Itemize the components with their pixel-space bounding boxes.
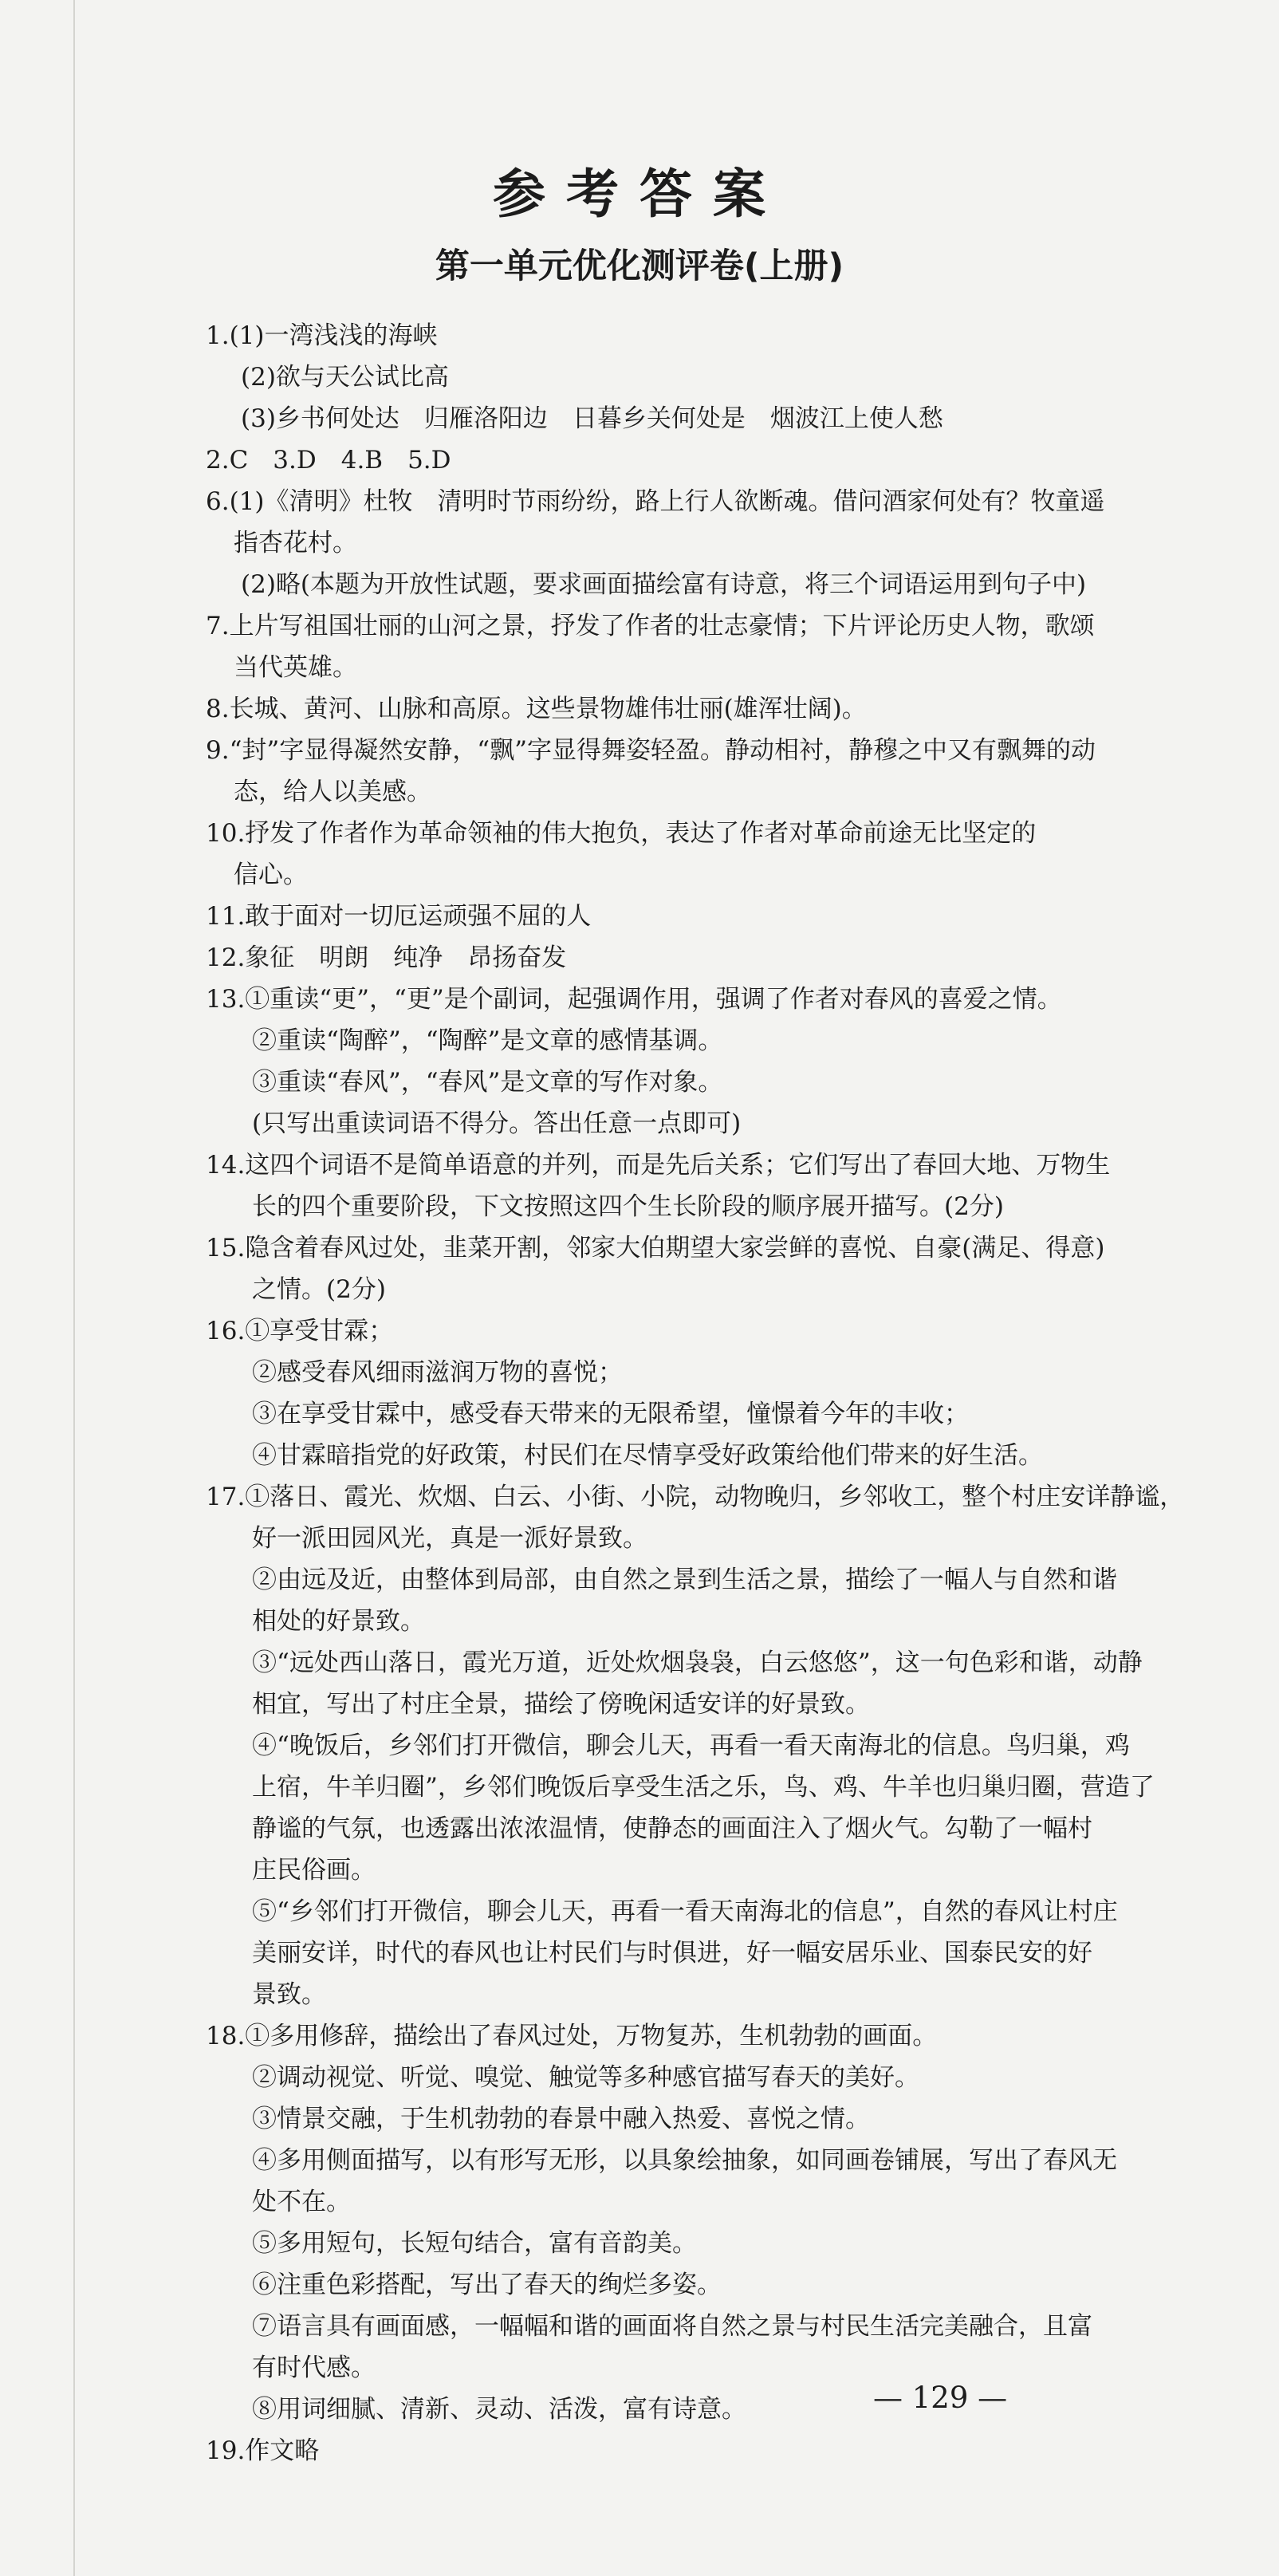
answer-line: (只写出重读词语不得分。答出任意一点即可) (252, 1109, 742, 1138)
answer-line: ⑥注重色彩搭配，写出了春天的绚烂多姿。 (252, 2271, 722, 2299)
answer-line: ②感受春风细雨滋润万物的喜悦； (252, 1358, 623, 1387)
answer-line: 6.(1)《清明》杜牧 清明时节雨纷纷，路上行人欲断魂。借问酒家何处有？牧童遥 (206, 487, 1105, 516)
answer-line: 信心。 (234, 861, 308, 889)
answer-line: 10.抒发了作者作为革命领袖的伟大抱负，表达了作者对革命前途无比坚定的 (206, 819, 1037, 848)
answer-line: ②调动视觉、听觉、嗅觉、触觉等多种感官描写春天的美好。 (252, 2063, 919, 2092)
answer-line: ⑦语言具有画面感，一幅幅和谐的画面将自然之景与村民生活完美融合，且富 (252, 2312, 1092, 2341)
answer-line: 静谧的气氛，也透露出浓浓温情，使静态的画面注入了烟火气。勾勒了一幅村 (252, 1814, 1092, 1843)
answer-line: (2)略(本题为开放性试题，要求画面描绘富有诗意，将三个词语运用到句子中) (241, 570, 1087, 599)
answer-line: 11.敢于面对一切厄运顽强不屈的人 (206, 902, 592, 931)
answer-line: 相处的好景致。 (252, 1607, 425, 1636)
answer-line: ④“晚饭后，乡邻们打开微信，聊会儿天，再看一看天南海北的信息。鸟归巢，鸡 (252, 1731, 1130, 1760)
answer-line: 18.①多用修辞，描绘出了春风过处，万物复苏，生机勃勃的画面。 (206, 2022, 938, 2050)
answer-line: 19.作文略 (206, 2436, 320, 2465)
answer-line: 景致。 (252, 1980, 326, 2009)
answer-line: ⑧用词细腻、清新、灵动、活泼，富有诗意。 (252, 2395, 746, 2424)
page-title: 参考答案 (493, 163, 786, 225)
answer-line: (2)欲与天公试比高 (241, 363, 449, 392)
answer-line: 1.(1)一湾浅浅的海峡 (206, 321, 438, 350)
answer-line: ④甘霖暗指党的好政策，村民们在尽情享受好政策给他们带来的好生活。 (252, 1441, 1043, 1470)
answer-line: 16.①享受甘霖； (206, 1317, 394, 1345)
answer-line: ⑤“乡邻们打开微信，聊会儿天，再看一看天南海北的信息”，自然的春风让村庄 (252, 1897, 1118, 1926)
answer-line: 之情。(2分) (252, 1275, 386, 1304)
answer-line: ③重读“春风”，“春风”是文章的写作对象。 (252, 1068, 723, 1097)
answer-line: ③在享受甘霖中，感受春天带来的无限希望，憧憬着今年的丰收； (252, 1400, 969, 1428)
answer-list (206, 315, 1214, 2472)
answer-line: (3)乡书何处达 归雁洛阳边 日暮乡关何处是 烟波江上使人愁 (241, 404, 943, 433)
answer-line: 美丽安详，时代的春风也让村民们与时俱进，好一幅安居乐业、国泰民安的好 (252, 1939, 1092, 1967)
page-subtitle: 第一单元优化测评卷(上册) (435, 246, 844, 286)
answer-line: 2.C 3.D 4.B 5.D (206, 446, 451, 475)
answer-line: 指杏花村。 (234, 529, 357, 557)
binding-edge-line (73, 0, 75, 2576)
answer-line: ②重读“陶醉”，“陶醉”是文章的感情基调。 (252, 1026, 723, 1055)
answer-line: 17.①落日、霞光、炊烟、白云、小街、小院，动物晚归，乡邻收工，整个村庄安详静谧， (206, 1483, 1185, 1511)
answer-line: 7.上片写祖国壮丽的山河之景，抒发了作者的壮志豪情；下片评论历史人物，歌颂 (206, 612, 1095, 640)
answer-line: 13.①重读“更”，“更”是个副词，起强调作用，强调了作者对春风的喜爱之情。 (206, 985, 1062, 1014)
answer-line: 8.长城、黄河、山脉和高原。这些景物雄伟壮丽(雄浑壮阔)。 (206, 695, 867, 723)
answer-line: 有时代感。 (252, 2353, 376, 2382)
answer-line: 15.隐含着春风过处，韭菜开割，邻家大伯期望大家尝鲜的喜悦、自豪(满足、得意) (206, 1234, 1105, 1262)
answer-line: ③情景交融，于生机勃勃的春景中融入热爱、喜悦之情。 (252, 2105, 870, 2133)
answer-line: 相宜，写出了村庄全景，描绘了傍晚闲适安详的好景致。 (252, 1690, 870, 1719)
answer-line: 庄民俗画。 (252, 1856, 376, 1885)
answer-line: ⑤多用短句，长短句结合，富有音韵美。 (252, 2229, 697, 2258)
answer-line: 9.“封”字显得凝然安静，“飘”字显得舞姿轻盈。静动相衬，静穆之中又有飘舞的动 (206, 736, 1096, 765)
answer-line: 处不在。 (252, 2188, 351, 2216)
page-number: — 129 — (873, 2381, 1008, 2415)
answer-line: 好一派田园风光，真是一派好景致。 (252, 1524, 647, 1553)
answer-line: 当代英雄。 (234, 653, 357, 682)
answer-line: 长的四个重要阶段，下文按照这四个生长阶段的顺序展开描写。(2分) (252, 1192, 1004, 1221)
answer-line: 14.这四个词语不是简单语意的并列，而是先后关系；它们写出了春回大地、万物生 (206, 1151, 1111, 1180)
answer-line: 态，给人以美感。 (234, 778, 431, 806)
answer-line: ②由远及近，由整体到局部，由自然之景到生活之景，描绘了一幅人与自然和谐 (252, 1566, 1117, 1594)
answer-line: 12.象征 明朗 纯净 昂扬奋发 (206, 943, 567, 972)
answer-line: ③“远处西山落日，霞光万道，近处炊烟袅袅，白云悠悠”，这一句色彩和谐，动静 (252, 1648, 1143, 1677)
answer-line: ④多用侧面描写，以有形写无形，以具象绘抽象，如同画卷铺展，写出了春风无 (252, 2146, 1117, 2175)
answer-line: 上宿，牛羊归圈”，乡邻们晚饭后享受生活之乐，鸟、鸡、牛羊也归巢归圈，营造了 (252, 1773, 1155, 1802)
